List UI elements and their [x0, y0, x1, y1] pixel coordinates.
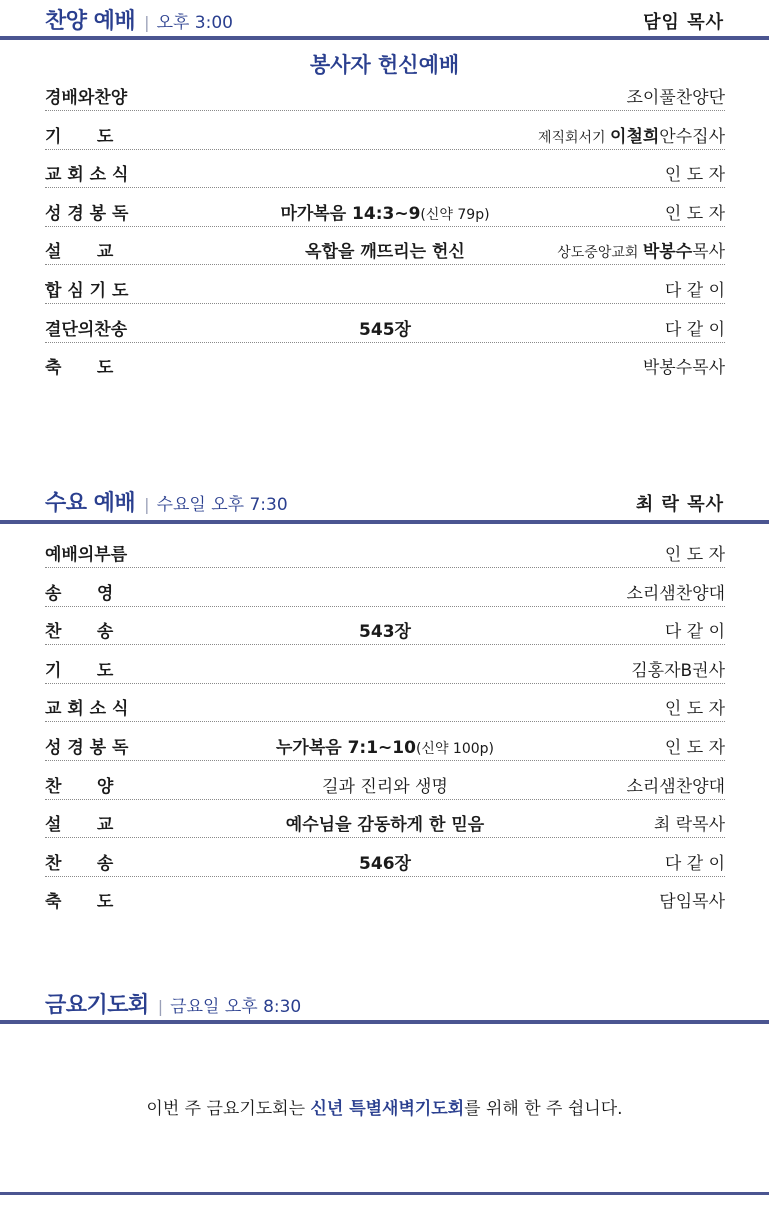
order-content: [175, 810, 595, 835]
order-leader-text: 박봉수목사: [642, 358, 725, 379]
notice-highlight: 신년 특별새벽기도회: [310, 1099, 465, 1119]
order-leader-text: 다 같 이: [664, 281, 725, 301]
order-row: [45, 308, 725, 343]
order-label: 설 교: [45, 815, 114, 836]
wednesday-rule: [0, 520, 769, 524]
order-content-text: 마가복음 14:3~9: [280, 203, 421, 224]
order-row: [45, 533, 725, 568]
order-leader-text: 소리샘찬양대: [626, 776, 725, 797]
order-row: [45, 880, 725, 914]
order-content-text: 546장: [359, 853, 411, 874]
sunday-rule: [0, 36, 769, 40]
order-label: 성 경 봉 독: [45, 203, 129, 224]
order-row: [45, 842, 725, 877]
order-leader: [665, 199, 725, 224]
order-leader: [665, 733, 725, 758]
order-label: 찬 송: [45, 622, 114, 643]
order-label: 송 영: [45, 583, 114, 604]
wednesday-title-group: [45, 486, 288, 517]
order-label: 예배의부름: [45, 545, 128, 565]
order-label: 합 심 기 도: [45, 281, 129, 301]
order-leader: [665, 315, 725, 340]
order-label: 기 도: [45, 660, 114, 681]
order-leader-text: 조이풀찬양단: [626, 88, 725, 108]
order-leader: [665, 694, 725, 719]
order-leader: [659, 887, 725, 912]
order-leader-text: 다 같 이: [664, 853, 725, 874]
order-leader-text: 인 도 자: [664, 545, 725, 565]
order-leader: [665, 540, 725, 565]
order-content-text: 545장: [359, 319, 411, 340]
order-row: [45, 765, 725, 800]
order-label: 결단의찬송: [45, 319, 128, 340]
order-content-text: 예수님을 감동하게 한 믿음: [285, 815, 485, 836]
order-leader: [626, 772, 725, 797]
friday-title-group: [45, 988, 301, 1019]
order-content: [175, 617, 595, 642]
order-row: [45, 726, 725, 761]
order-leader-name: 이철희: [610, 126, 660, 147]
order-row: [45, 269, 725, 304]
order-label: 교 회 소 식: [45, 699, 129, 720]
order-leader-name: 박봉수: [642, 242, 693, 263]
order-leader: [626, 579, 725, 604]
order-leader: [538, 122, 725, 147]
order-row: [45, 572, 725, 607]
order-content: [175, 733, 595, 758]
bottom-rule: [0, 1192, 769, 1195]
order-content: [175, 199, 595, 224]
order-label: 축 도: [45, 892, 114, 913]
sunday-time: 오후 3:00: [156, 13, 233, 33]
order-row: [45, 687, 725, 722]
order-content-note: (신약 100p): [415, 741, 494, 757]
order-content-text: 길과 진리와 생명: [322, 776, 448, 797]
order-content: [175, 772, 595, 797]
wednesday-pastor: 최 락 목사: [635, 494, 724, 515]
order-leader-text: 담임목사: [659, 892, 725, 913]
order-row: [45, 153, 725, 188]
order-content-note: (신약 79p): [420, 206, 490, 223]
order-label: 기 도: [45, 126, 114, 147]
order-content-text: 누가복음 7:1~10: [276, 738, 416, 758]
order-row: [45, 346, 725, 380]
order-leader: [665, 160, 725, 185]
order-content-text: 543장: [359, 622, 411, 643]
order-leader-role: 제직회서기: [537, 129, 611, 146]
order-leader: [643, 353, 725, 378]
order-leader-title: 목사: [692, 242, 725, 263]
friday-title: 금요기도회: [45, 993, 149, 1018]
order-leader-text: 인 도 자: [664, 738, 725, 758]
order-row: [45, 76, 725, 111]
order-label: 설 교: [45, 242, 114, 263]
order-leader: [665, 617, 725, 642]
order-label: 찬 양: [45, 776, 114, 797]
notice-text: 이번 주 금요기도회는: [146, 1099, 311, 1119]
order-leader-text: 소리샘찬양대: [626, 583, 725, 604]
order-content: [175, 849, 595, 874]
order-leader-text: 인 도 자: [664, 165, 725, 186]
order-leader: [631, 656, 725, 681]
order-content: [175, 315, 595, 340]
order-row: [45, 649, 725, 684]
wednesday-time: 수요일 오후 7:30: [156, 495, 288, 515]
order-leader-text: 다 같 이: [664, 622, 725, 643]
wednesday-title: 수요 예배: [45, 491, 136, 516]
order-leader-title: 안수집사: [659, 126, 725, 147]
friday-time: 금요일 오후 8:30: [170, 997, 302, 1017]
notice-text-tail: 를 위해 한 주 쉽니다.: [464, 1099, 623, 1119]
order-leader: [557, 237, 725, 262]
order-leader-text: 인 도 자: [664, 699, 725, 720]
order-label: 경배와찬양: [45, 88, 128, 108]
sunday-title: 찬양 예배: [45, 9, 136, 34]
order-leader-text: 김홍자B권사: [631, 660, 725, 681]
order-row: [45, 230, 725, 265]
order-leader: [626, 83, 725, 108]
order-row: [45, 610, 725, 645]
sunday-pastor: 담임 목사: [643, 12, 724, 33]
order-leader-text: 인 도 자: [664, 203, 725, 224]
order-label: 축 도: [45, 358, 114, 379]
order-leader: [654, 810, 725, 835]
order-content: [175, 237, 595, 262]
sunday-subtitle: 봉사자 헌신예배: [309, 53, 460, 77]
title-separator: |: [144, 13, 150, 32]
order-row: [45, 192, 725, 227]
order-leader: [665, 276, 725, 301]
order-label: 찬 송: [45, 853, 114, 874]
order-leader-role: 상도중앙교회: [557, 245, 643, 262]
order-content-text: 옥합을 깨뜨리는 헌신: [305, 242, 465, 263]
order-leader: [665, 849, 725, 874]
title-separator: |: [157, 997, 164, 1016]
order-row: [45, 115, 725, 150]
friday-rule: [0, 1020, 769, 1024]
title-separator: |: [144, 495, 150, 514]
order-label: 성 경 봉 독: [45, 738, 129, 758]
sunday-title-group: [45, 4, 233, 35]
order-leader-text: 다 같 이: [664, 319, 725, 340]
friday-notice: [0, 1094, 769, 1119]
order-row: [45, 803, 725, 838]
order-label: 교 회 소 식: [45, 165, 129, 186]
order-leader-text: 최 락목사: [653, 815, 725, 836]
